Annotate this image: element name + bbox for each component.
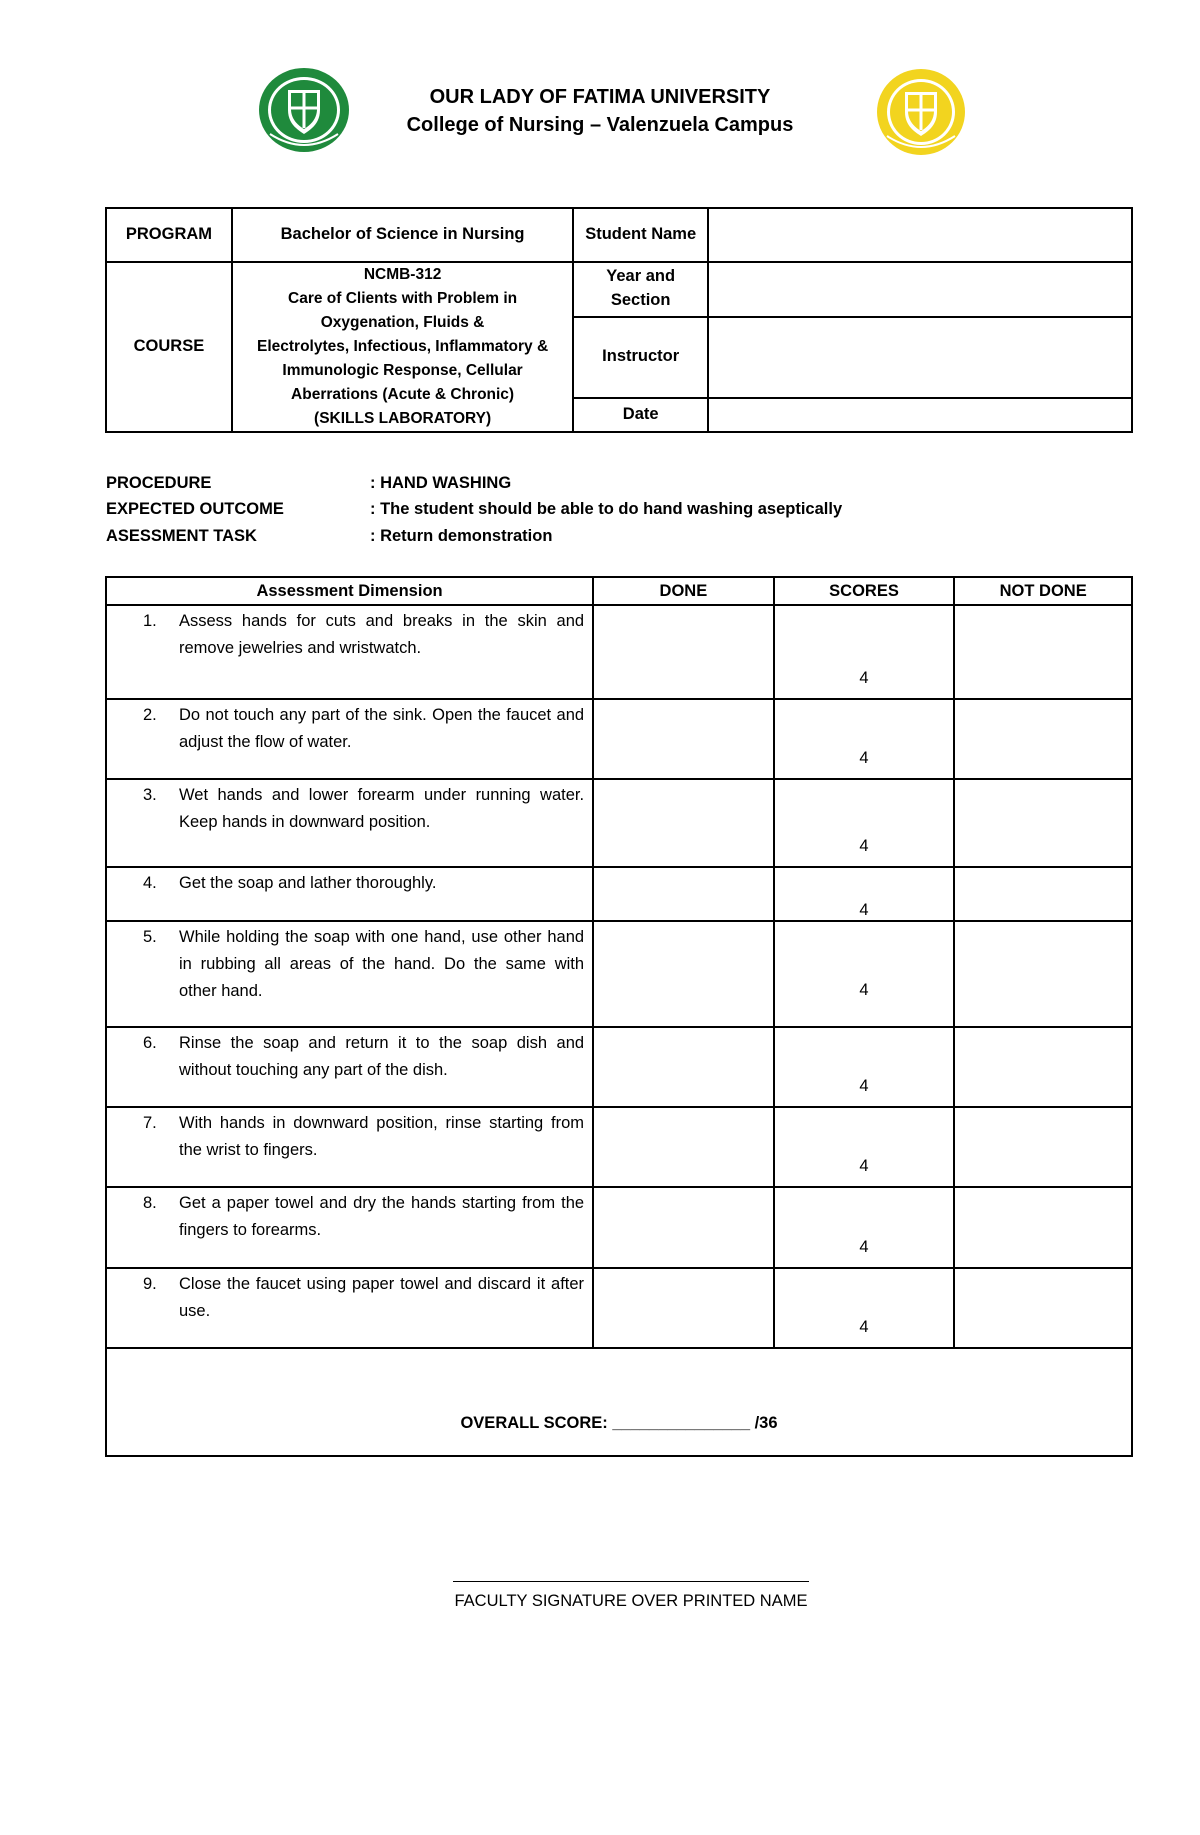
- overall-score: [106, 1348, 1132, 1456]
- item-number: 3.: [143, 786, 157, 804]
- college-seal-logo: [874, 66, 968, 158]
- course-line: Care of Clients with Problem in: [288, 290, 518, 307]
- procedure-label: PROCEDURE: [106, 474, 212, 492]
- year-section-field[interactable]: [708, 262, 1132, 317]
- course-line: Oxygenation, Fluids &: [320, 314, 485, 331]
- item-score: 4: [859, 669, 869, 687]
- done-cell[interactable]: [593, 1027, 774, 1107]
- item-score: 4: [859, 981, 869, 999]
- item-number: 4.: [143, 874, 157, 892]
- university-seal-logo: [256, 64, 352, 156]
- table-row: [106, 867, 1132, 921]
- not-done-cell[interactable]: [954, 1027, 1132, 1107]
- not-done-cell[interactable]: [954, 1187, 1132, 1268]
- task-value: : Return demonstration: [370, 527, 553, 545]
- done-cell[interactable]: [593, 1107, 774, 1187]
- college-name: College of Nursing – Valenzuela Campus: [406, 114, 794, 136]
- done-cell[interactable]: [593, 867, 774, 921]
- item-text: Get the soap and lather thoroughly.: [179, 874, 437, 892]
- table-row: [106, 1187, 1132, 1268]
- table-row: [106, 1268, 1132, 1348]
- item-number: 8.: [143, 1194, 157, 1212]
- faculty-signature-label: FACULTY SIGNATURE OVER PRINTED NAME: [454, 1592, 808, 1610]
- table-row: [106, 1107, 1132, 1187]
- course-line: Electrolytes, Infectious, Inflammatory &: [257, 338, 549, 355]
- year-section-label: Year and Section: [573, 262, 708, 317]
- course-line: Aberrations (Acute & Chronic): [291, 386, 515, 403]
- course-line: NCMB-312: [363, 266, 442, 283]
- course-line: (SKILLS LABORATORY): [314, 410, 492, 427]
- not-done-cell[interactable]: [954, 867, 1132, 921]
- item-number: 6.: [143, 1034, 157, 1052]
- overall-score-label: OVERALL SCORE: _______________ /36: [460, 1413, 778, 1432]
- item-score: 4: [859, 1318, 869, 1336]
- not-done-cell[interactable]: [954, 1107, 1132, 1187]
- item-score: 4: [859, 1157, 869, 1175]
- header-dimension: Assessment Dimension: [106, 577, 593, 605]
- date-label: Date: [573, 398, 708, 432]
- outcome-value: : The student should be able to do hand washing aseptically: [370, 500, 843, 518]
- item-score: 4: [859, 749, 869, 767]
- item-score: 4: [859, 1238, 869, 1256]
- outcome-label: EXPECTED OUTCOME: [106, 500, 284, 518]
- course-info-table: [105, 207, 1133, 433]
- item-score: 4: [859, 1077, 869, 1095]
- table-row: [106, 605, 1132, 699]
- item-number: 9.: [143, 1275, 157, 1293]
- item-text: Assess hands for cuts and breaks in the skin and remove jewelries and wristwatch.: [179, 612, 585, 657]
- not-done-cell[interactable]: [954, 779, 1132, 867]
- signature-line: [453, 1581, 809, 1582]
- item-number: 2.: [143, 706, 157, 724]
- item-score: 4: [859, 837, 869, 855]
- item-text: Close the faucet using paper towel and discard it after use.: [179, 1275, 585, 1320]
- course-label: COURSE: [106, 262, 232, 432]
- instructor-field[interactable]: [708, 317, 1132, 398]
- item-text: While holding the soap with one hand, use other hand in rubbing all areas of the hand. Do the same with other hand.: [179, 928, 585, 1000]
- done-cell[interactable]: [593, 779, 774, 867]
- student-name-label: Student Name: [573, 208, 708, 262]
- item-score: 4: [859, 901, 869, 919]
- table-row: [106, 1027, 1132, 1107]
- procedure-block: [106, 474, 1006, 554]
- item-text: Rinse the soap and return it to the soap dish and without touching any part of the dish.: [179, 1034, 585, 1079]
- course-line: Immunologic Response, Cellular: [282, 362, 523, 379]
- course-description: [232, 262, 573, 432]
- item-text: Get a paper towel and dry the hands starting from the fingers to forearms.: [179, 1194, 585, 1239]
- done-cell[interactable]: [593, 1268, 774, 1348]
- assessment-table: [105, 576, 1133, 1457]
- instructor-label: Instructor: [573, 317, 708, 398]
- header-done: DONE: [593, 577, 774, 605]
- table-row: [106, 921, 1132, 1027]
- item-text: With hands in downward position, rinse starting from the wrist to fingers.: [179, 1114, 585, 1159]
- program-label: PROGRAM: [106, 208, 232, 262]
- not-done-cell[interactable]: [954, 699, 1132, 779]
- not-done-cell[interactable]: [954, 921, 1132, 1027]
- not-done-cell[interactable]: [954, 605, 1132, 699]
- table-row: [106, 699, 1132, 779]
- table-row: [106, 779, 1132, 867]
- procedure-value: : HAND WASHING: [370, 474, 512, 492]
- item-text: Wet hands and lower forearm under running water. Keep hands in downward position.: [179, 786, 585, 831]
- header-not-done: NOT DONE: [954, 577, 1132, 605]
- done-cell[interactable]: [593, 1187, 774, 1268]
- university-name: OUR LADY OF FATIMA UNIVERSITY: [429, 86, 771, 108]
- item-number: 5.: [143, 928, 157, 946]
- item-number: 1.: [143, 612, 157, 630]
- item-text: Do not touch any part of the sink. Open the faucet and adjust the flow of water.: [179, 706, 585, 751]
- not-done-cell[interactable]: [954, 1268, 1132, 1348]
- done-cell[interactable]: [593, 699, 774, 779]
- task-label: ASESSMENT TASK: [106, 527, 257, 545]
- header-scores: SCORES: [774, 577, 955, 605]
- done-cell[interactable]: [593, 605, 774, 699]
- student-name-field[interactable]: [708, 208, 1132, 262]
- date-field[interactable]: [708, 398, 1132, 432]
- done-cell[interactable]: [593, 921, 774, 1027]
- item-number: 7.: [143, 1114, 157, 1132]
- program-value: Bachelor of Science in Nursing: [232, 208, 573, 262]
